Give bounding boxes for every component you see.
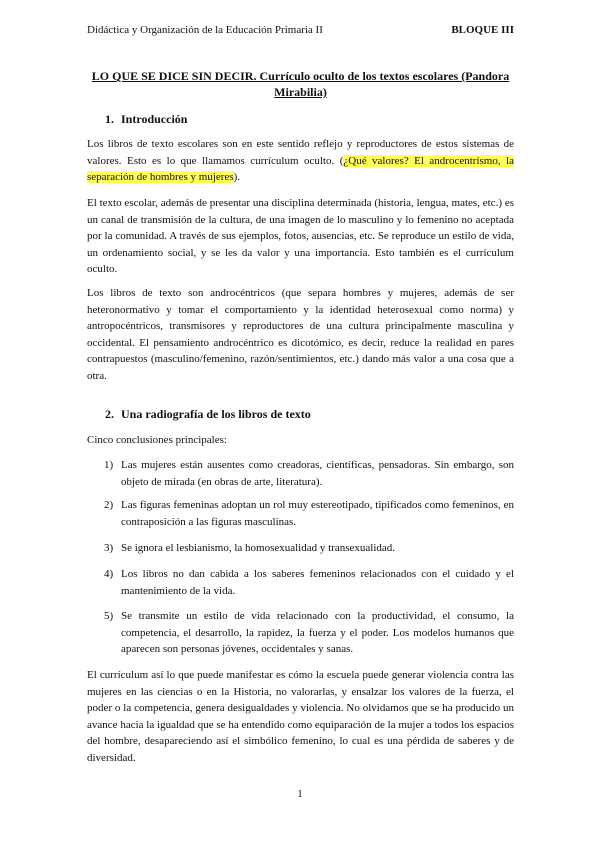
- intro-paragraph-1-end: ).: [233, 171, 241, 183]
- document-title: LO QUE SE DICE SIN DECIR. Currículo oculto de los textos escolares (Pandora Mirabilia): [91, 69, 510, 99]
- list-item: [104, 457, 514, 490]
- list-item-number: 2): [104, 499, 114, 511]
- intro-paragraph-2: El texto escolar, además de presentar una disciplina determinada (historia, lengua, mates, etc.) es un canal de transmisión de la cultura, de una imagen de lo masculino y lo femenino no aceptada por la comunidad. A través de sus ejemplos, fotos, ausencias, etc. Se reproduce un estilo de vida, un ordenamiento social, y se les da valor y una importancia. Esto también es el currículum oculto.: [87, 197, 514, 275]
- list-item-number: 4): [104, 568, 114, 580]
- list-item-number: 3): [104, 542, 114, 554]
- section-number: 2.: [105, 407, 114, 421]
- list-item-text: Los libros no dan cabida a los saberes femeninos relacionados con el cuidado y el mantenimiento de la vida.: [121, 568, 514, 597]
- section-heading-introduccion: [105, 111, 187, 127]
- section-title: Introducción: [121, 112, 188, 126]
- page-number: 1: [297, 788, 303, 800]
- intro-paragraph-1: [87, 136, 514, 186]
- section-number: 1.: [105, 112, 114, 126]
- section-heading-radiografia: [105, 406, 311, 422]
- header-course-title: Didáctica y Organización de la Educación Primaria II: [87, 24, 323, 36]
- list-item: [104, 566, 514, 599]
- highlighted-text: ¿Qué valores? El androcentrismo, la separación de hombres y mujeres: [87, 154, 514, 183]
- conclusions-lead: Cinco conclusiones principales:: [87, 434, 227, 446]
- list-item: [104, 608, 514, 658]
- list-item-text: Se transmite un estilo de vida relacionado con la productividad, el consumo, la competencia, el desarrollo, la rapidez, la fuerza y el poder. Los modelos humanos que aparecen son personas jóvenes, occidentales y sanas.: [121, 610, 514, 655]
- list-item-text: Se ignora el lesbianismo, la homosexualidad y transexualidad.: [121, 542, 396, 554]
- list-item-number: 5): [104, 610, 114, 622]
- intro-paragraph-3: Los libros de texto son androcéntricos (que separa hombres y mujeres, además de ser heteronormativo y tomar el comportamiento y la identidad heterosexual como norma) y antropocéntricos, transmisores y reproductores de una cultura principalmente masculina y occidental. El pensamiento androcéntrico es dicotómico, es decir, reduce la realidad en pares contrapuestos (masculino/femenino, razón/sentimientos, etc.) dando más valor a una cosa que a otra.: [87, 287, 514, 382]
- list-item-number: 1): [104, 459, 114, 471]
- intro-paragraph-1-text: Los libros de texto escolares son en este sentido reflejo y reproductores de estos sistemas de valores. Esto es lo que llamamos currículum oculto. (: [87, 138, 514, 167]
- list-item: [104, 497, 514, 530]
- section-title: Una radiografía de los libros de texto: [121, 407, 311, 421]
- list-item: [104, 540, 514, 557]
- closing-paragraph: El currículum así lo que puede manifestar es cómo la escuela puede generar violencia contra las mujeres en las ciencias o en la Historia, no valorarlas, y ensalzar los valores de la fuerza, el poder o la competencia, genera desigualdades y violencia. No olvidamos que se ha producido un avance hacia la igualdad que se ha entendido como equiparación de la mujer a todos los espacios del hombre, desapareciendo así el simbólico femenino, lo cual es una pérdida de saberes y de diversidad.: [87, 669, 514, 764]
- list-item-text: Las figuras femeninas adoptan un rol muy estereotipado, tipificados como femeninos, en contraposición a las figuras masculinas.: [121, 499, 514, 528]
- header-block-label: BLOQUE III: [451, 24, 514, 36]
- list-item-text: Las mujeres están ausentes como creadoras, científicas, pensadoras. Sin embargo, son objeto de mirada (en obras de arte, literatura).: [121, 459, 514, 488]
- page-header: [87, 24, 514, 40]
